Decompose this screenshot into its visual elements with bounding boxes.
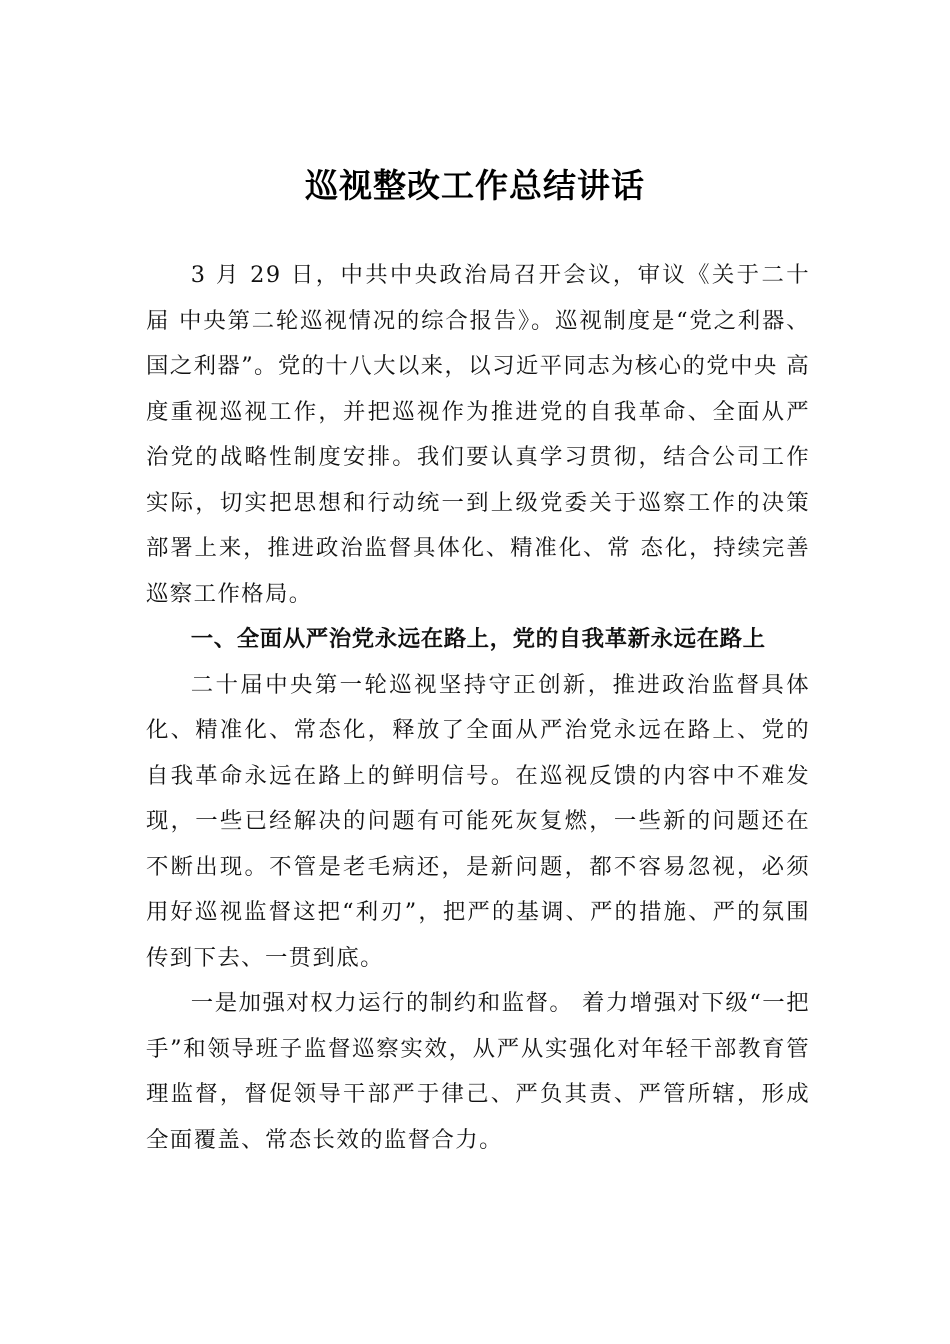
- paragraph-section-1: 二十届中央第一轮巡视坚持守正创新，推进政治监督具体化、精准化、常态化，释放了全面从严治党永远在路上、党的自我革命永远在路上的鲜明信号。在巡视反馈的内容中不难发现，一些已经解决的问题有可能死灰复燃，一些新的问题还在不断出现。不管是老毛病还，是新问题，都不容易忽视，必须用好巡视监督这把“利刃”，把严的基调、严的措施、严的氛围传到下去、一贯到底。: [146, 671, 810, 971]
- paragraph-point-1: 一是加强对权力运行的制约和监督。 着力增强对下级“一把手”和领导班子监督巡察实效，从严从实强化对年轻干部教育管理监督，督促领导干部严于律己、严负其责、严管所辖，形成全面覆盖、常态长效的监督合力。: [146, 990, 810, 1153]
- paragraph-intro: 3 月 29 日，中共中央政治局召开会议，审议《关于二十届 中央第二轮巡视情况的综合报告》。巡视制度是“党之利器、 国之利器”。党的十八大以来，以习近平同志为核心的党中央 高度重视巡视工作，并把巡视作为推进党的自我革命、全面从严治党的战略性制度安排。我们要认真学习贯彻，结合公司工作实际，切实把思想和行动统一到上级党委关于巡察工作的决策部署上来，推进政治监督具体化、精准化、常 态化，持续完善巡察工作格局。: [146, 262, 810, 607]
- document-title: 巡视整改工作总结讲话: [305, 166, 645, 205]
- document-body: [146, 253, 810, 1163]
- section-heading-1: 一、全面从严治党永远在路上，党的自我革新永远在路上: [190, 626, 766, 652]
